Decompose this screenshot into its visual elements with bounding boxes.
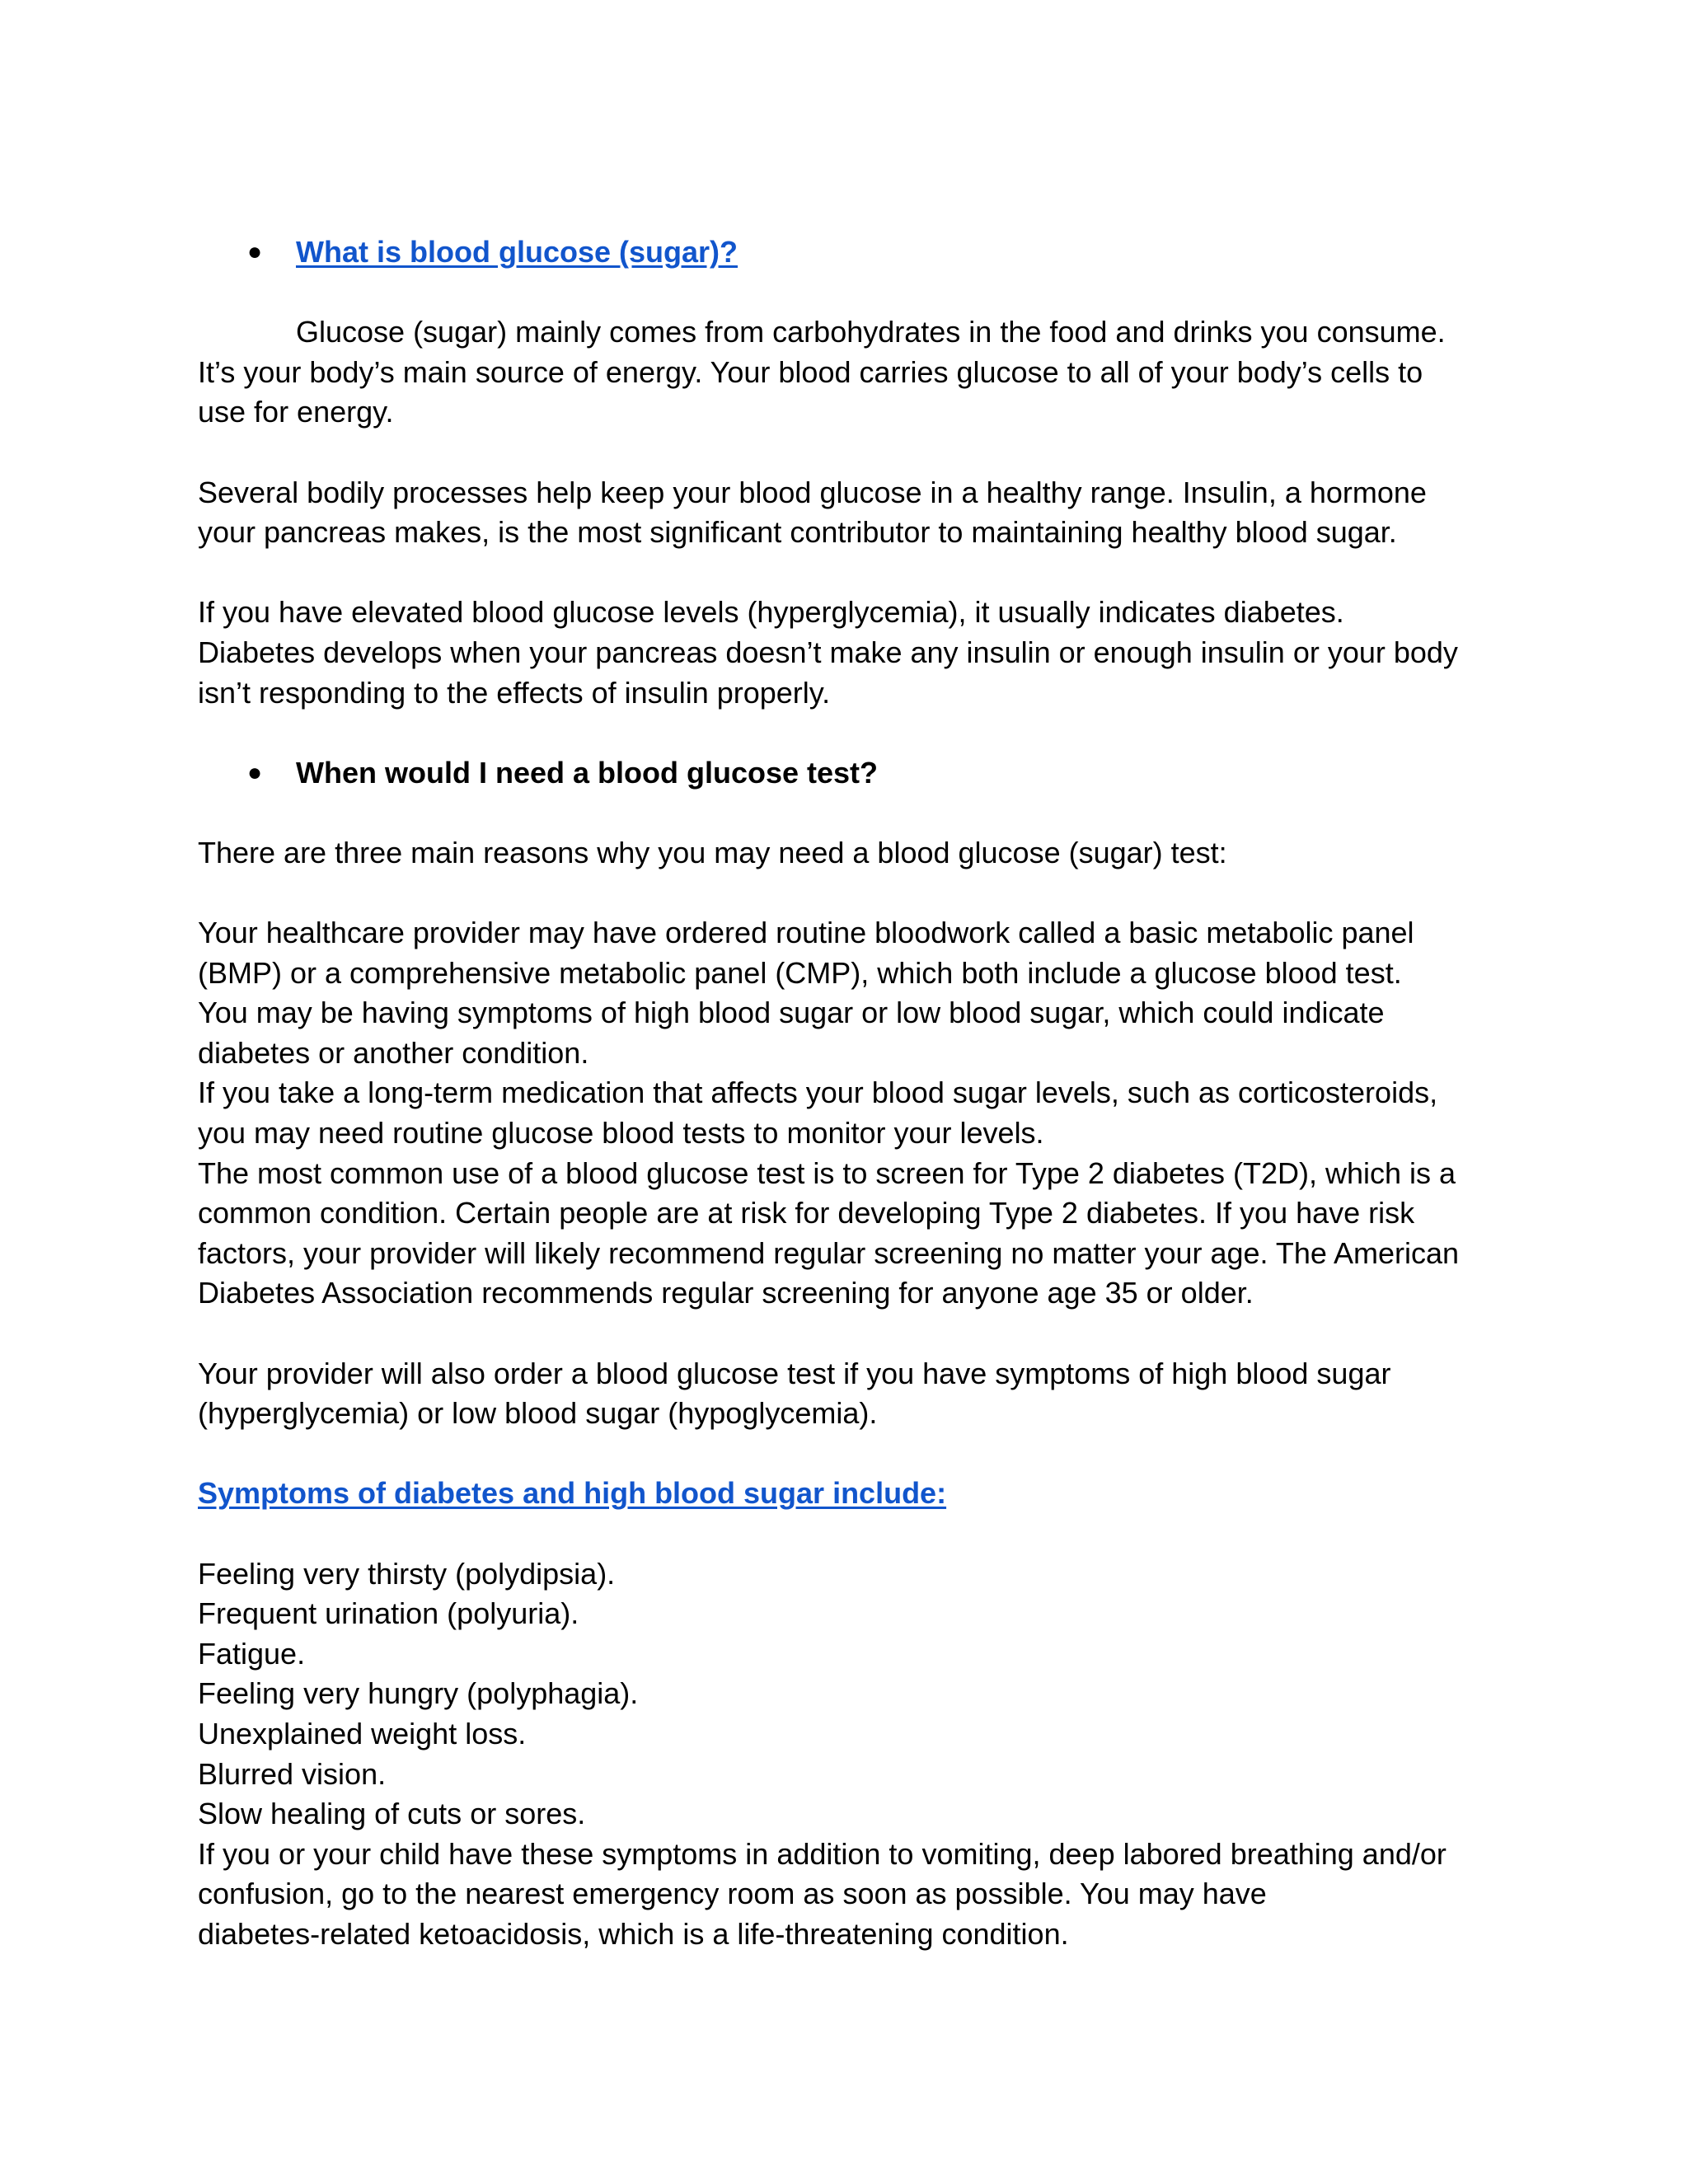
paragraph-line: you may need routine glucose blood tests to monitor your levels.	[198, 1116, 1044, 1151]
spacer	[198, 1514, 1517, 1554]
bullet-icon: ●	[247, 758, 263, 786]
paragraph-line: use for energy.	[198, 395, 394, 429]
spacer	[198, 713, 1517, 753]
paragraph-emergency-warning	[198, 1835, 1517, 1955]
list-item: Unexplained weight loss.	[198, 1716, 527, 1750]
spacer	[198, 553, 1517, 593]
paragraph-line: Glucose (sugar) mainly comes from carbohydrates in the food and drinks you consume.	[296, 315, 1446, 349]
paragraph-line: Your provider will also order a blood glucose test if you have symptoms of high blood sugar	[198, 1356, 1391, 1390]
paragraph-line: Several bodily processes help keep your blood glucose in a healthy range. Insulin, a hormone	[198, 475, 1427, 509]
paragraph-line: If you take a long-term medication that affects your blood sugar levels, such as corticosteroids,	[198, 1076, 1438, 1110]
paragraph-line: diabetes-related ketoacidosis, which is a life-threatening condition.	[198, 1916, 1069, 1951]
bullet-icon: ●	[247, 238, 263, 265]
document-page	[198, 232, 1517, 1955]
heading-link-what-is-blood-glucose[interactable]: What is blood glucose (sugar)?	[296, 235, 738, 269]
paragraph-reasons-intro: There are three main reasons why you may need a blood glucose (sugar) test:	[198, 835, 1227, 869]
list-item: Slow healing of cuts or sores.	[198, 1797, 586, 1831]
paragraph-line: isn’t responding to the effects of insulin properly.	[198, 675, 831, 710]
spacer	[198, 1434, 1517, 1474]
paragraph-line: your pancreas makes, is the most significant contributor to maintaining healthy blood sugar.	[198, 515, 1397, 550]
paragraph-line: Your healthcare provider may have ordered routine bloodwork called a basic metabolic panel	[198, 916, 1414, 950]
list-item: Feeling very hungry (polyphagia).	[198, 1676, 639, 1711]
paragraph-line: confusion, go to the nearest emergency room as soon as possible. You may have	[198, 1877, 1267, 1911]
paragraph-reasons-list	[198, 913, 1517, 1314]
spacer	[198, 874, 1517, 914]
spacer	[198, 1314, 1517, 1354]
paragraph-line: Diabetes develops when your pancreas doesn’t make any insulin or enough insulin or your body	[198, 635, 1458, 669]
paragraph-line: (BMP) or a comprehensive metabolic panel (CMP), which both include a glucose blood test.	[198, 955, 1402, 990]
paragraph-glucose-source	[198, 312, 1517, 433]
bullet-item-when-test	[198, 753, 1517, 794]
paragraph-line: Diabetes Association recommends regular screening for anyone age 35 or older.	[198, 1276, 1254, 1310]
paragraph-line: It’s your body’s main source of energy. Your blood carries glucose to all of your body’s cells to	[198, 354, 1423, 389]
list-item: Frequent urination (polyuria).	[198, 1596, 579, 1631]
heading-link-symptoms[interactable]: Symptoms of diabetes and high blood sugar include:	[198, 1476, 947, 1511]
paragraph-line: common condition. Certain people are at risk for developing Type 2 diabetes. If you have risk	[198, 1196, 1415, 1230]
symptoms-list	[198, 1554, 1517, 1835]
paragraph-line: factors, your provider will likely recommend regular screening no matter your age. The American	[198, 1235, 1459, 1270]
paragraph-bodily-processes	[198, 473, 1517, 553]
paragraph-line: diabetes or another condition.	[198, 1035, 589, 1070]
bullet-item-blood-glucose	[198, 232, 1517, 273]
list-item: Fatigue.	[198, 1636, 306, 1671]
spacer	[198, 793, 1517, 833]
paragraph-line: The most common use of a blood glucose test is to screen for Type 2 diabetes (T2D), which is a	[198, 1155, 1456, 1190]
paragraph-hyperglycemia	[198, 593, 1517, 713]
paragraph-line: You may be having symptoms of high blood sugar or low blood sugar, which could indicate	[198, 996, 1385, 1030]
paragraph-line: If you have elevated blood glucose levels (hyperglycemia), it usually indicates diabetes.	[198, 595, 1344, 630]
spacer	[198, 273, 1517, 313]
paragraph-line: (hyperglycemia) or low blood sugar (hypoglycemia).	[198, 1396, 878, 1431]
list-item: Blurred vision.	[198, 1756, 387, 1791]
heading-when-need-test: When would I need a blood glucose test?	[296, 755, 879, 790]
list-item: Feeling very thirsty (polydipsia).	[198, 1556, 616, 1591]
paragraph-line: If you or your child have these symptoms in addition to vomiting, deep labored breathing and/or	[198, 1836, 1447, 1871]
spacer	[198, 433, 1517, 473]
paragraph-provider-order	[198, 1354, 1517, 1434]
